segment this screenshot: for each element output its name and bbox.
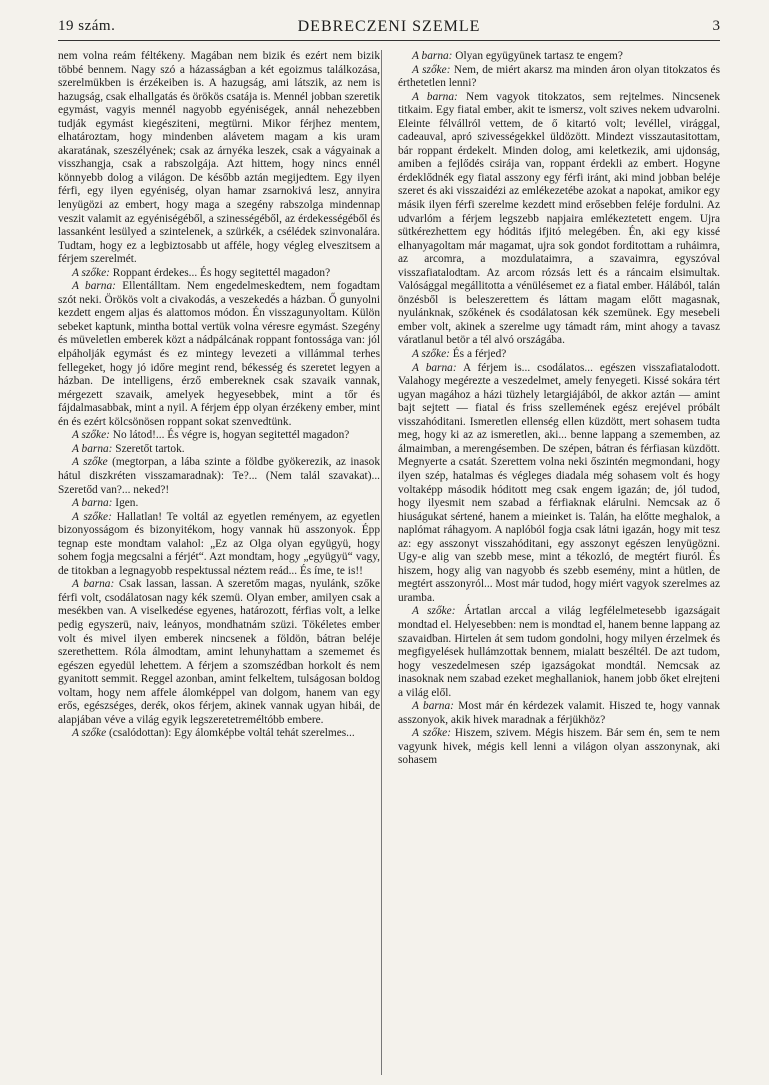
paragraph	[398, 50, 720, 64]
page-header	[58, 16, 720, 41]
paragraph	[398, 700, 720, 727]
speaker-label: A szőke:	[412, 348, 450, 361]
journal-title: DEBRECZENI SZEMLE	[297, 18, 481, 35]
paragraph	[58, 50, 380, 267]
paragraph-text: Ártatlan arccal a világ legfélelmetesebb igazságait mondtad el. Helyesebben: nem is mondtad el, hanem benne lappang az szavaidban. Hirtelen át sem tudom gondolni, hogy milyen érzelmek és megfigyelések hullámzottak bennem, mialatt beszéltél. De azt tudom, hogy veszedelmesen szép igazságokat mondtál. Nemcsak az inasoknak nem szabad ezeket meghallaniok, hanem jobb őket elrejteni a világ elől.	[398, 605, 720, 699]
paragraph	[58, 429, 380, 443]
speaker-label: A szőke:	[412, 605, 456, 618]
paragraph	[398, 605, 720, 700]
paragraph	[58, 456, 380, 497]
paragraph-text: (megtorpan, a lába szinte a földbe gyökerezik, az inasok hátul diszkréten visszamaradnak): Te?... (Nem talál szavakat)... Szeretőd van?... neked?!	[58, 456, 381, 496]
paragraph-text: Ellentálltam. Nem engedelmeskedtem, nem fogadtam szót neki. Örökös volt a civakodás, a veszekedés a házban. Ő gunyolni kezdett engem aljas és alattomos módon. Én visszagunyoltam. Külön sebeket kaptunk, mintha bottal vertük volna véresre egymást. Szegény és müveletlen emberek közt a nádpálcának roppant fontossága van: jól elpáholják egymást és ez mintegy levezeti a villámmal terhes fellegeket, hogy jó időre megint rend, békesség és szeretet legyen a házban. De intelligens, érző embereknek csak szavaik vannak, mérgezett szavaik, amelyek hegyesebbek, mint a tőr és fájdalmasabbak, mint a nyil. A férjem épp olyan érzékeny ember, mint én és ezért kölcsönösen roppant sokat szenvedtünk.	[58, 280, 380, 428]
left-column	[58, 50, 380, 741]
speaker-label: A barna:	[72, 280, 116, 293]
speaker-label: A barna:	[72, 578, 115, 591]
speaker-label: A szőke:	[72, 266, 110, 279]
column-divider	[381, 50, 382, 1075]
speaker-label: A szőke:	[72, 429, 110, 442]
speaker-label: A barna:	[412, 361, 457, 374]
paragraph-text: A férjem is... csodálatos... egészen visszafiatalodott. Valahogy megérezte a veszedelmet, amely fenyegeti. Kissé sokára tért ugyan magához a házi tüzhely letargiájából, de akkor aztán — amint bajt sejtett — fiatal és friss szellemének egész erejével próbált visszahóditani. Ismeretlen ellenség ellen küzdött, mert sohasem tudta meg, hogy ki az az ismeretlen, aki... benne lappang a szememben, az álmaimban, a merengésemben. De szépen, bátran és férfiasan küzdött. Megnyerte a csatát. Szerettem volna neki őszintén megmondani, hogy ilyen szép, hatalmas és végleges diadala még sohasem volt és hogy voltaképp második hóditott meg csak engem igazán; de, jól tudod, hogy ilyesmit nem szabad a férfiaknak elárulni. Nemcsak az ő hiuságukat sértené, hanem a mieinket is. Talán, ha előtte meghalok, a naplómat ráhagyom. A naplóból fogja csak látni igazán, hogy mit tesz az: egy asszonyt visszahóditani, egy asszonyt egészen lenyügözni. Ugy-e alig van szebb mese, mint a tékozló, de megtért fiuról. És hiszem, hogy alig van nagyobb és szebb esemény, mint a hütlen, de megtért asszonyról... Most már tudod, hogy miért vagyok szerelmes az uramba.	[398, 361, 720, 604]
right-column	[398, 50, 720, 768]
paragraph	[58, 280, 380, 429]
speaker-label: A szőke:	[412, 727, 451, 740]
paragraph	[398, 727, 720, 768]
paragraph-text: Hiszem, szivem. Mégis hiszem. Bár sem én, sem te nem vagyunk hivek, mégis kell lenni a világon olyan asszonynak, aki sohasem	[398, 727, 720, 767]
speaker-label: A szőke	[72, 456, 108, 469]
paragraph	[398, 64, 720, 91]
paragraph-text: Nem, de miért akarsz ma minden áron olyan titokzatos és érthetetlen lenni?	[398, 63, 720, 90]
speaker-label: A barna:	[72, 442, 113, 455]
paragraph-text: Most már én kérdezek valamit. Hiszed te, hogy vannak asszonyok, akik hivek maradnak a férjükhöz?	[398, 700, 720, 726]
speaker-label: A szőke:	[72, 510, 112, 523]
paragraph	[58, 497, 380, 511]
paragraph-text: Olyan együgyünek tartasz te engem?	[452, 50, 623, 62]
speaker-label: A barna:	[72, 497, 113, 510]
paragraph-text: És a férjed?	[449, 348, 507, 361]
paragraph-text: Igen.	[112, 497, 139, 510]
paragraph-text: Szeretőt tartok.	[112, 442, 185, 455]
speaker-label: A szőke	[72, 727, 107, 740]
paragraph	[58, 267, 380, 281]
page-number: 3	[712, 18, 720, 34]
paragraph-text: Csak lassan, lassan. A szeretőm magas, nyulánk, szőke férfi volt, csodálatosan nagy kék szemü. Olyan ember, amilyen csak a mesékben van. A viselkedése egyenes, határozott, férfias volt, a lelke pedig egyszerü, naiv, leányos, mondhatnám szüzi. Tökéletes ember volt és mivel ilyen emberek nincsenek a földön, bátran beléje szerethettem. Róla álmodtam, amint lehunyhattam a szememet és egészen egyedül lehettem. A férjem a szomszédban horkolt és nem gyanitott semmit. Reggel azonban, amint felkeltem, tulságosan boldog voltam, hogy nem affele álomképpel van dolgom, hanem van egy erős, egészséges, derék, okos férjem, akinek vannak ugyan hibái, de alapjában véve a világ egyik legszeretetreméltóbb embere.	[58, 578, 380, 726]
paragraph-text: (csalódottan): Egy álomképbe voltál tehát szerelmes...	[106, 727, 355, 740]
paragraph	[58, 443, 380, 457]
paragraph-text: No látod!... És végre is, hogyan segitettél magadon?	[109, 429, 350, 442]
paragraph-text: nem volna reám féltékeny. Magában nem bizik és ezért nem bizik többé bennem. Nagy szó a házasságban a két egoizmus találkozása, szerelmükben is érzékeiben is. A hazugság, ami látszik, az nem is hazugság, csak elhallgatás és örökös csatája is. Mennél jobban szeretik egymást, vagyis mennél nagyobb egyéniségek, annál nehezebben tudják egymást kiegésziteni, megtürni. Mikor férjhez mentem, elhatároztam, hogy mindenben alávetem magam a kis uram akaratának, szeszélyének; csak az árnyéka leszek, csak a vágyainak a visszhangja, csak a rabszolgája. Azt hittem, hogy nincs ennél könnyebb dolog a világon. De később aztán megijedtem. Egy ilyen férfi, egy ilyen egyéniség, olyan hamar zsarnokivá lesz, annyira lenyügözi az embert, hogy maga a szegény rabszolga mindennap veszit valamit az egyéniségéből, a szinességéből, az érdekességéből és lassanként lesülyed a szintelenek, a szürkék, a csélédek szinvonalára. Tudtam, hogy ez a legbiztosabb ut afféle, hogy végleg elveszitsem a férjem szerelmét.	[58, 50, 380, 266]
paragraph-text: Roppant érdekes... És hogy segitettél magadon?	[109, 266, 331, 279]
paragraph	[398, 362, 720, 606]
paragraph	[58, 727, 380, 741]
paragraph	[398, 91, 720, 348]
paragraph-text: Hallatlan! Te voltál az egyetlen reményem, az egyetlen bizonyosságom és bizonyitékom, hogy vannak hü asszonyok. Épp tegnap este mondtam valahol: „Ez az Olga olyan együgyü, hogy sohem fogja megcsalni a férjét“. Azt mondtam, hogy „együgyü“ vagy, de titokban a legnagyobb respektussal néztem reád... És íme, te is!!	[58, 510, 380, 577]
speaker-label: A szőke:	[412, 63, 451, 76]
speaker-label: A barna:	[412, 700, 454, 713]
speaker-label: A barna:	[412, 90, 458, 103]
speaker-label: A barna:	[412, 50, 453, 62]
paragraph	[58, 511, 380, 579]
paragraph	[398, 348, 720, 362]
paragraph	[58, 578, 380, 727]
issue-number: 19 szám.	[58, 18, 116, 34]
paragraph-text: Nem vagyok titokzatos, sem rejtelmes. Nincsenek titkaim. Egy fiatal ember, akit te ismersz, volt szives nekem udvarolni. Eleinte félvállról vettem, de ő kitartó volt; levéllel, virággal, cadeauval, apró szivességekkel üldözött. Mindezt visszautasitottam, bár roppant érdekelt. Minden dolog, ami keletkezik, ami ujdonság, amiben a fejlődés csirája van, roppant érdekli az embert. Hogyne érdeklődnék egy fiatal asszony egy férfi iránt, aki mind jobban beléje szeret és aki visszaidézi az emlékezetébe azokat a napokat, amikor egy másik ilyen férfi szerelme kezdett mind erősebben feléje fordulni. Az udvarlóm a férjem legszebb napjaira emlékeztetett engem. Ujra sütkérezhettem egy hóditás ifjitó melegében. Én, aki egy kissé elhanyagoltam már magamat, ujra sok gondot forditottam a ruháimra, az arcomra, a mozdulataimra, a szavaimra, egyszóval visszafiatalodtam. Az arcom rózsás lett és a ráncaim elsimultak. Valósággal megállitotta a vénülésemet ez a fiatal ember. Hálából, talán önzésből is beleszerettem és láttam magam előtt magasnak, nyulánknak, szőkének és csodálatosan kék szemünek. Egy mesebeli ember volt, akinek a szerelme ugy támadt rám, mint ahogy a tavasz váratlanul betör a tél alvó országába.	[398, 90, 720, 347]
